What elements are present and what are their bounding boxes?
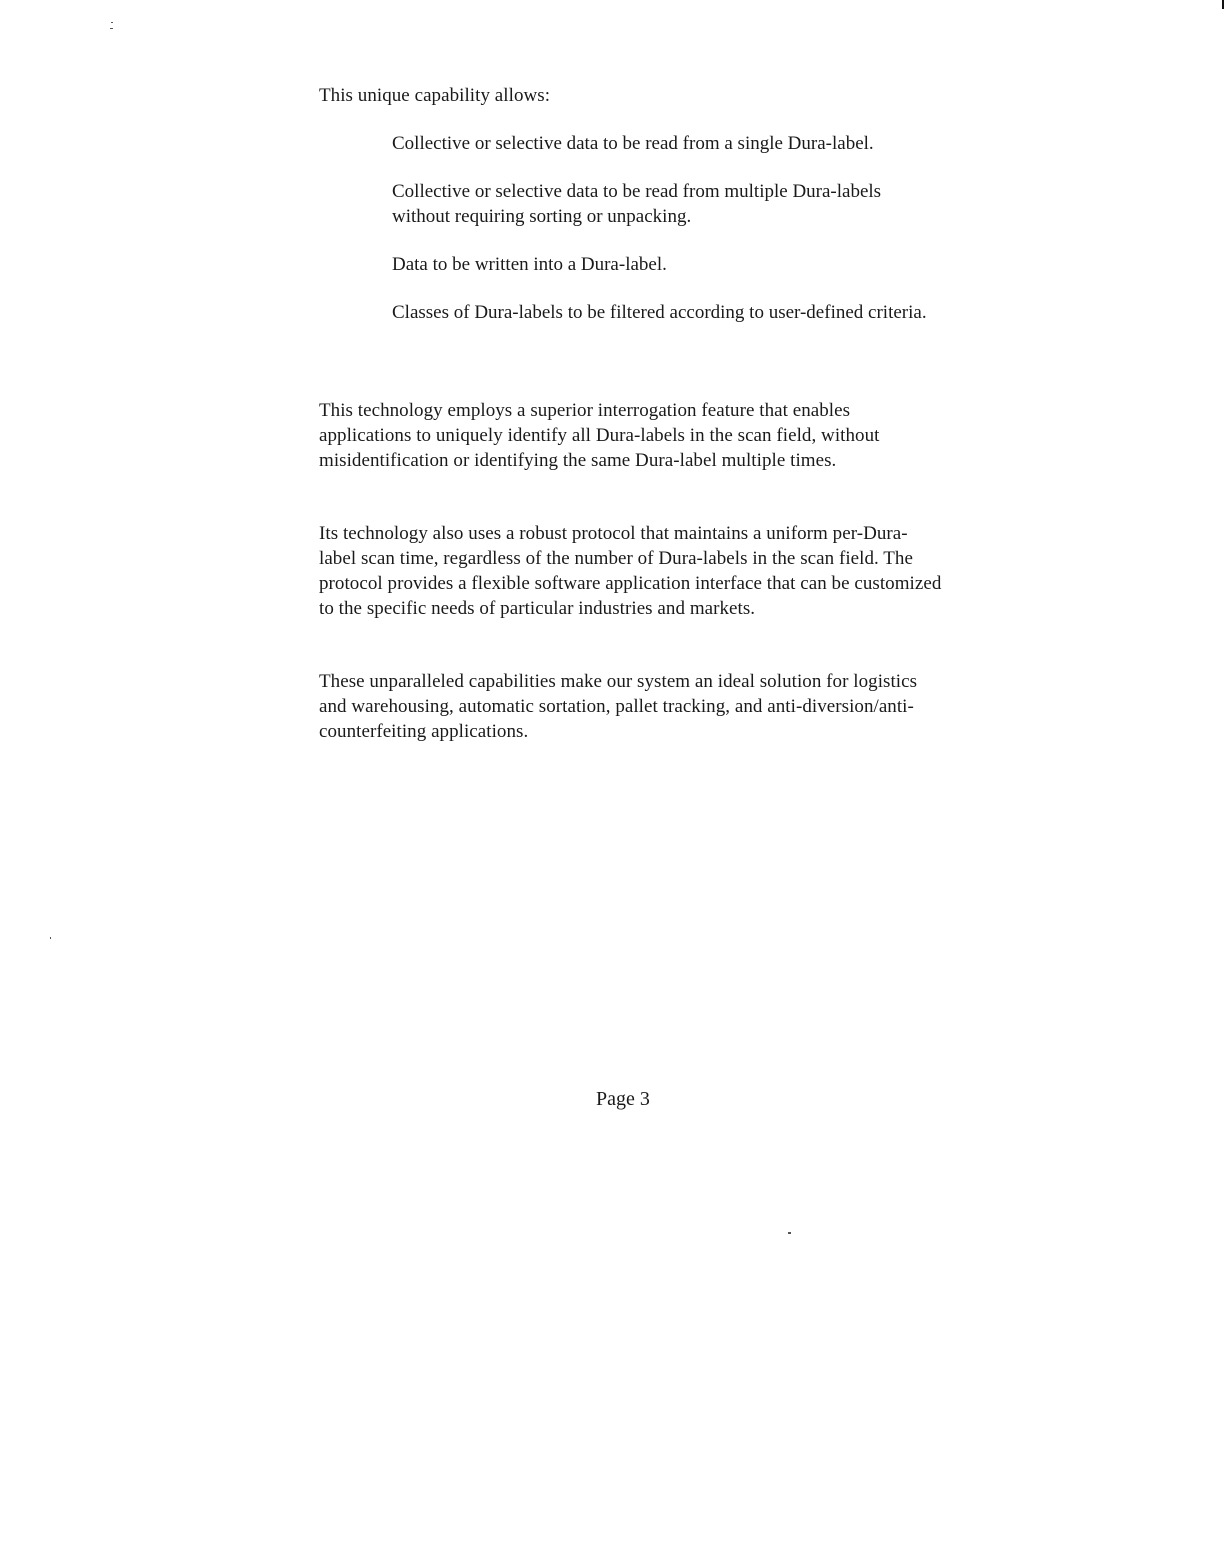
list-item: Classes of Dura-labels to be filtered according to user-defined criteria. [392, 302, 927, 323]
capability-list [392, 131, 932, 348]
list-item: Data to be written into a Dura-label. [392, 254, 667, 275]
paragraph-applications: These unparalleled capabilities make our system an ideal solution for logistics and warehousing, automatic sortation, pallet tracking, and anti-diversion/anti-counterfeiting applications. [319, 671, 918, 742]
scan-speck [111, 22, 113, 23]
list-item: Collective or selective data to be read from multiple Dura-labels without requiring sorting or unpacking. [392, 181, 882, 227]
page-number: Page 3 [596, 1088, 650, 1110]
intro-text: This unique capability allows: [319, 85, 551, 106]
scan-speck [788, 1232, 791, 1234]
scan-speck [110, 28, 113, 29]
list-item: Collective or selective data to be read from a single Dura-label. [392, 133, 874, 154]
paragraph-interrogation: This technology employs a superior interrogation feature that enables applications to uniquely identify all Dura-labels in the scan field, without misidentification or identifying the same Dura-label multiple times. [319, 400, 880, 471]
scan-speck [50, 937, 51, 939]
paragraph-protocol: Its technology also uses a robust protocol that maintains a uniform per-Dura-label scan time, regardless of the number of Dura-labels in the scan field. The protocol provides a flexible software application interface that can be customized to the specific needs of particular industries and markets. [319, 523, 942, 619]
